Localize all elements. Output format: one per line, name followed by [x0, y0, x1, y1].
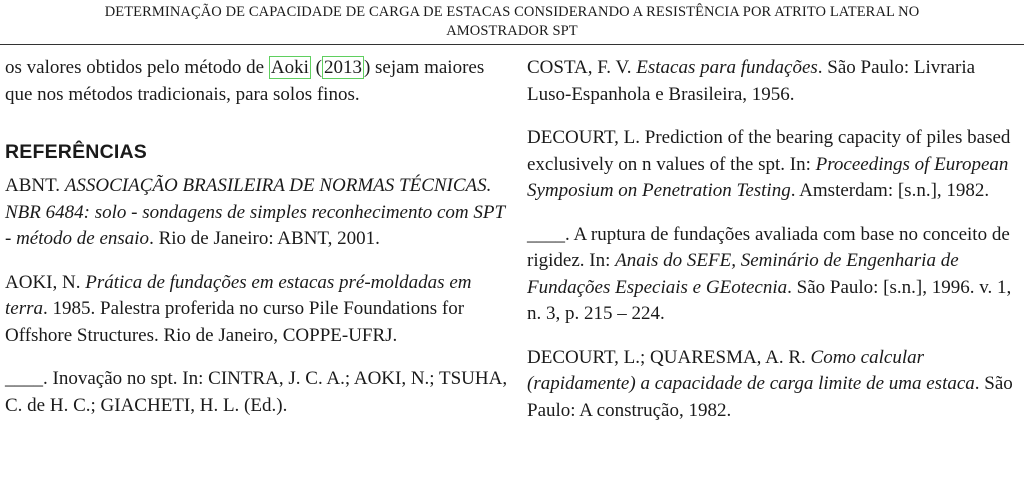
reference-author: AOKI, N. — [5, 271, 86, 293]
running-header — [0, 3, 1024, 41]
citation-link-year[interactable]: 2013 — [323, 57, 362, 78]
reference-entry — [527, 345, 1022, 425]
reference-details: . Amsterdam: [s.n.], 1982. — [790, 180, 990, 201]
reference-author: ABNT. — [5, 175, 65, 196]
reference-title: Proceedings of European Symposium on Penetration Testing — [527, 153, 1009, 201]
reference-author: COSTA, F. V. — [527, 57, 637, 78]
running-header-line-1: DETERMINAÇÃO DE CAPACIDADE DE CARGA DE ESTACAS CONSIDERANDO A RESISTÊNCIA POR ATRITO LATERAL NO — [104, 4, 920, 20]
reference-title: Anais do SEFE, Seminário de Engenharia de Fundações Especiais e GEotecnia — [527, 250, 959, 298]
reference-details: . São Paulo: A construção, 1982. — [527, 373, 1013, 421]
header-divider — [0, 44, 1024, 45]
right-column — [527, 55, 1022, 441]
intro-text-before: os valores obtidos pelo método de — [5, 57, 269, 78]
reference-entry — [5, 173, 510, 253]
reference-details: . Rio de Janeiro: ABNT, 2001. — [149, 228, 380, 249]
intro-text-after: sejam maiores que nos métodos tradicionais, para solos finos. — [5, 57, 485, 105]
reference-details: . 1985. Palestra proferida no curso Pile Foundations for Offshore Structures. Rio de Janeiro, COPPE-UFRJ. — [5, 298, 465, 346]
reference-author: ____. A ruptura de fundações avaliada com base no conceito de rigidez. In: — [527, 223, 1010, 271]
reference-entry — [527, 222, 1022, 328]
references-heading: REFERÊNCIAS — [5, 141, 147, 163]
reference-title: Estacas para fundações — [636, 57, 818, 78]
running-header-line-2: AMOSTRADOR SPT — [446, 23, 578, 39]
reference-entry — [5, 366, 510, 419]
reference-author: DECOURT, L. Prediction of the bearing capacity of piles based exclusively on n values of the spt. In: — [527, 127, 1011, 175]
intro-paragraph: os valores obtidos pelo método de Aoki ( 2013 ) sejam maiores que nos métodos tradicionais, para solos finos. — [5, 57, 485, 105]
reference-title: ASSOCIAÇÃO BRASILEIRA DE NORMAS TÉCNICAS. NBR 6484: solo - sondagens de simples reconhecimento com SPT - método de ensaio — [5, 175, 505, 249]
citation-link-author[interactable]: Aoki — [270, 57, 309, 78]
reference-details: . São Paulo: [s.n.], 1996. v. 1, n. 3, p. 215 – 224. — [527, 276, 1012, 324]
reference-entry — [527, 55, 1022, 108]
reference-author: ____. Inovação no spt. In: CINTRA, J. C. A.; AOKI, N.; TSUHA, C. de H. C.; GIACHETI, H. L. (Ed.). — [5, 368, 508, 416]
reference-details: . São Paulo: Livraria Luso-Espanhola e Brasileira, 1956. — [527, 57, 976, 105]
reference-title: Como calcular (rapidamente) a capacidade de carga limite de uma estaca — [527, 346, 975, 394]
reference-title: Prática de fundações em estacas pré-moldadas em terra — [5, 271, 472, 319]
reference-entry — [5, 270, 510, 350]
left-column — [5, 55, 510, 436]
reference-author: DECOURT, L.; QUARESMA, A. R. — [527, 346, 811, 368]
reference-entry — [527, 125, 1022, 205]
